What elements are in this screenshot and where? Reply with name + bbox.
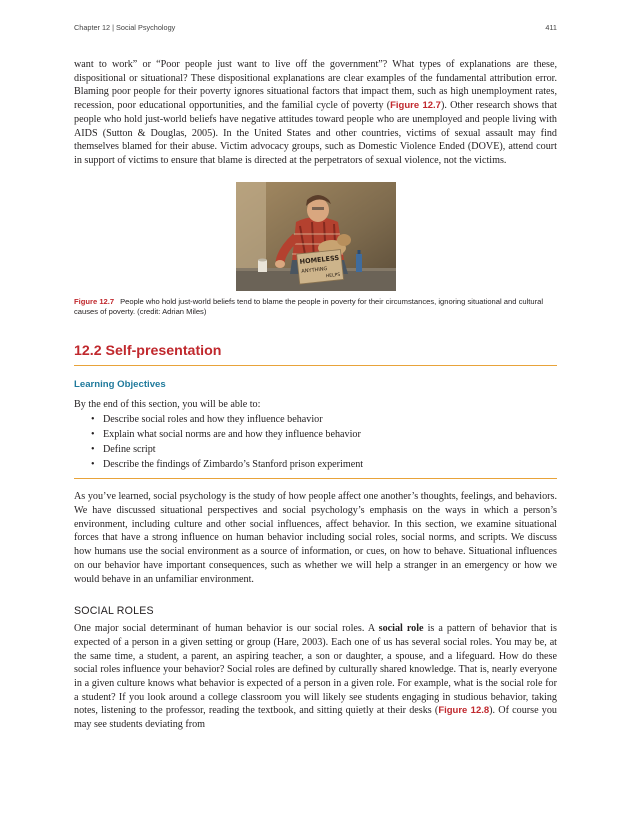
- social-roles-text-3: ). Of course you may see students deviating from: [74, 705, 557, 731]
- figure-label: Figure 12.7: [74, 296, 115, 306]
- objective-item: • Describe social roles and how they influence behavior: [103, 412, 557, 427]
- social-roles-text-1: One major social determinant of human behavior is our social roles. A: [74, 623, 379, 635]
- sign-text-2: ANYTHING: [300, 265, 328, 275]
- learning-objectives-intro: By the end of this section, you will be able to:: [74, 398, 261, 410]
- chapter-title: Chapter 12 | Social Psychology: [74, 23, 176, 32]
- intro-text-2: ). Other research shows that people who hold just-world beliefs have negative attitudes toward people who are unemployed and people living with AIDS (Sutton & Douglas, 2005). In the United States and other countries, victims of sexual assault may find themselves blamed for their abuse. Victim advocacy groups, such as Domestic Violence Ended (DOVE), attend court in support of victims to ensure that blame is directed at the perpetrators of sexual violence, not the victims.: [74, 100, 557, 166]
- subsection-heading: SOCIAL ROLES: [74, 605, 154, 618]
- figure-caption-text: People who hold just-world beliefs tend to blame the people in poverty for their circumstances, ignoring situational and cultural causes of poverty. (credit: Adrian Miles): [74, 296, 544, 316]
- figure-caption: [74, 297, 557, 317]
- section-heading: 12.2 Self-presentation: [74, 343, 557, 366]
- page-number: 411: [545, 23, 557, 32]
- social-roles-text-2: is a pattern of behavior that is expected of a person in a given setting or group (Hare, 2003). Each one of us has several social roles. You may be, at the same time, a student, a parent, an aspiring teacher, a son or daughter, a spouse, and a lifeguard. How do these social roles influence your behavior? Social roles are defined by culturally shared knowledge. That is, nearly everyone in a given culture knows what behavior is expected of a person in a given role. For example, what is the social role for a student? If you look around a college classroom you will likely see students engaging in studious behavior, taking notes, listening to the professor, reading the textbook, and sitting quietly at their desks (: [74, 623, 557, 717]
- photo-illustration: [236, 182, 396, 291]
- intro-paragraph: [74, 58, 557, 168]
- intro-text-1: want to work” or “Poor people just want to live off the government”? What types of explanations are these, dispositional or situational? These dispositional explanations are clear examples of the fundamental attribution error. Blaming poor people for their poverty ignores situational factors that impact them, such as high unemployment rates, recession, poor educational opportunities, and the familial cycle of poverty (: [74, 59, 557, 112]
- objective-item: • Define script: [103, 442, 557, 457]
- learning-objectives-box: [74, 379, 557, 480]
- homeless-man-photo: [236, 182, 396, 291]
- sign-text-3: HELPS: [325, 272, 341, 279]
- section-intro-paragraph: As you’ve learned, social psychology is the study of how people affect one another’s thoughts, feelings, and behaviors. We have discussed situational perspectives and social psychology’s emphasis on the ways in which a person’s environment, including culture and other social influences, affect behavior. In this section, we examine situational forces that have a strong influence on human behavior including social roles, social norms, and scripts. We discuss how humans use the social environment as a source of information, or cues, on how to behave. Situational influences on our behavior have important consequences, such as whether we will help a stranger in an emergency or how we would behave in an unfamiliar environment.: [74, 491, 557, 585]
- figure-12-7-link[interactable]: Figure 12.7: [390, 100, 441, 112]
- learning-objectives-list: [74, 412, 557, 472]
- learning-objectives-title: Learning Objectives: [74, 378, 166, 390]
- running-header: [74, 23, 557, 32]
- objective-item: • Describe the findings of Zimbardo’s Stanford prison experiment: [103, 457, 557, 472]
- social-roles-paragraph: [74, 622, 557, 732]
- key-term: social role: [378, 623, 424, 635]
- sign-text-1: HOMELESS: [298, 253, 339, 266]
- figure-12-8-link[interactable]: Figure 12.8: [438, 705, 490, 717]
- page-content: [74, 58, 557, 732]
- objective-item: • Explain what social norms are and how they influence behavior: [103, 427, 557, 442]
